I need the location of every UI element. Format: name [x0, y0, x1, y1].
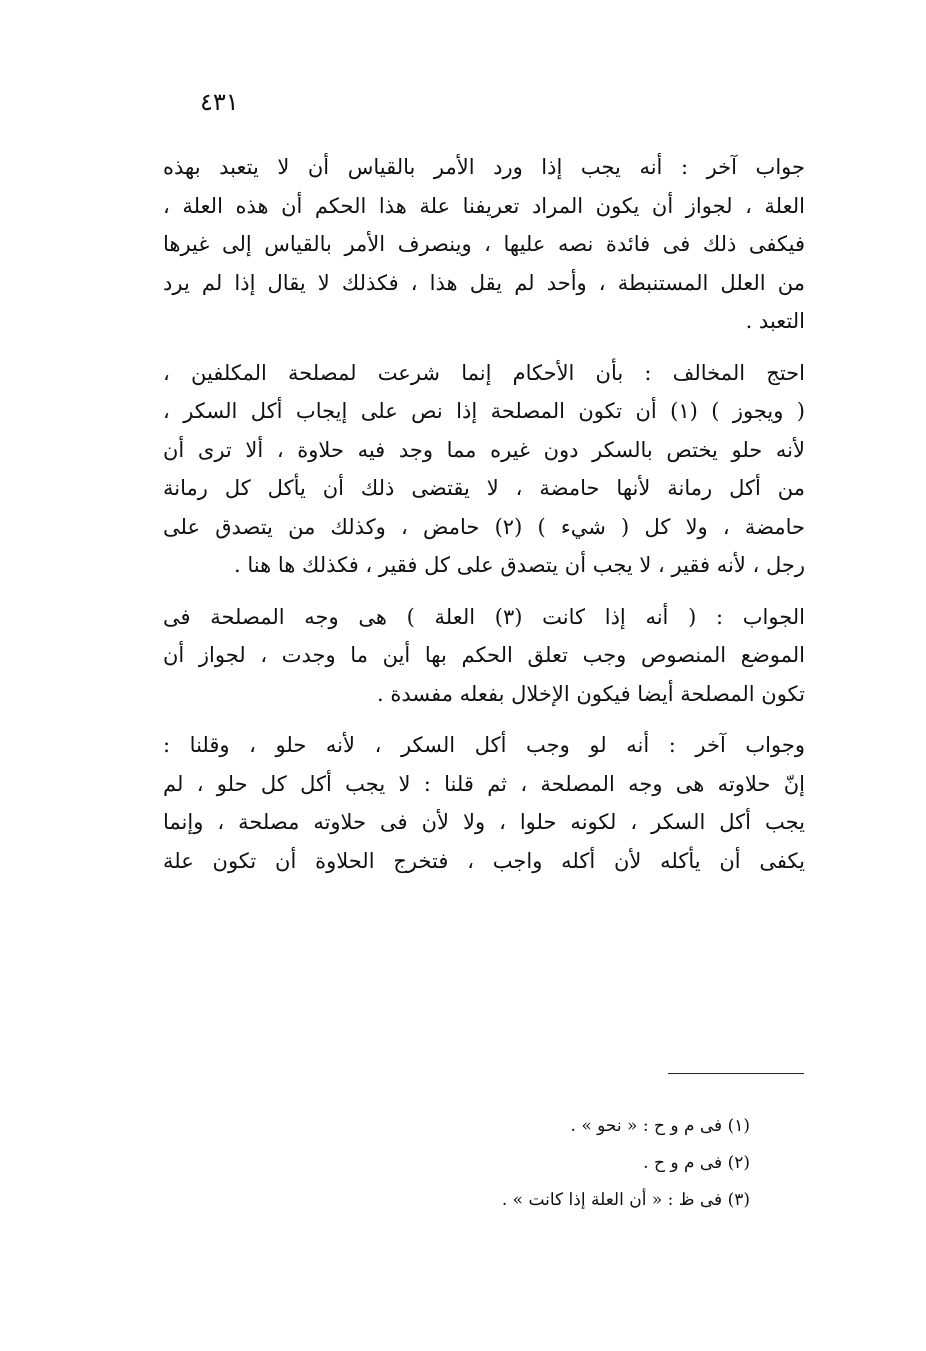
text-line: من العلل المستنبطة ، وأحد لم يقل هذا ، فكذلك لا يقال إذا لم يرد [163, 270, 805, 295]
main-text [163, 148, 805, 880]
page-number: ٤٣١ [200, 88, 239, 116]
text-line: تكون المصلحة أيضا فيكون الإخلال بفعله مفسدة . [376, 681, 805, 706]
text-line: لأنه حلو يختص بالسكر دون غيره مما وجد فيه حلاوة ، ألا ترى أن [163, 437, 805, 462]
footnote-3: (٣) فى ظ : « أن العلة إذا كانت » . [501, 1190, 750, 1210]
footnote-separator [668, 1073, 804, 1074]
paragraph-4 [163, 726, 805, 880]
text-line: وجواب آخر : أنه لو وجب أكل السكر ، لأنه حلو ، وقلنا : [163, 733, 805, 757]
footnote-1: (١) فى م و ح : « نحو » . [570, 1116, 750, 1136]
text-line: احتج المخالف : بأن الأحكام إنما شرعت لمصلحة المكلفين ، [163, 360, 805, 385]
text-line: يجب أكل السكر ، لكونه حلوا ، ولا لأن فى حلاوته مصلحة ، وإنما [163, 810, 806, 834]
text-line: الجواب : ( أنه إذا كانت (٣) العلة ) هى وجه المصلحة فى [163, 604, 805, 629]
text-line: التعبد . [745, 309, 805, 333]
text-line: حامضة ، ولا كل ( شيء ) (٢) حامض ، وكذلك من يتصدق على [163, 514, 805, 539]
footnote-2: (٢) فى م و ح . [643, 1153, 750, 1173]
footnotes [300, 1108, 750, 1219]
text-line: إنّ حلاوته هى وجه المصلحة ، ثم قلنا : لا يجب أكل كل حلو ، لم [163, 771, 805, 796]
text-line: ( ويجوز ) (١) أن تكون المصلحة إذا نص على إيجاب أكل السكر ، [163, 399, 805, 423]
paragraph-3 [163, 598, 805, 714]
paragraph-2 [163, 354, 805, 585]
text-line: جواب آخر : أنه يجب إذا ورد الأمر بالقياس أن لا يتعبد بهذه [163, 155, 805, 179]
text-line: من أكل رمانة لأنها حامضة ، لا يقتضى ذلك أن يأكل كل رمانة [163, 476, 805, 500]
text-line: رجل ، لأنه فقير ، لا يجب أن يتصدق على كل فقير ، فكذلك ها هنا . [234, 553, 805, 577]
text-line: فيكفى ذلك فى فائدة نصه عليها ، وينصرف الأمر بالقياس إلى غيرها [163, 232, 805, 256]
text-line: الموضع المنصوص وجب تعلق الحكم بها أين ما وجدت ، لجواز أن [163, 643, 805, 667]
text-line: العلة ، لجواز أن يكون المراد تعريفنا علة هذا الحكم أن هذه العلة ، [163, 193, 805, 218]
text-line: يكفى أن يأكله لأن أكله واجب ، فتخرج الحلاوة أن تكون علة [163, 848, 805, 873]
paragraph-1 [163, 148, 805, 341]
